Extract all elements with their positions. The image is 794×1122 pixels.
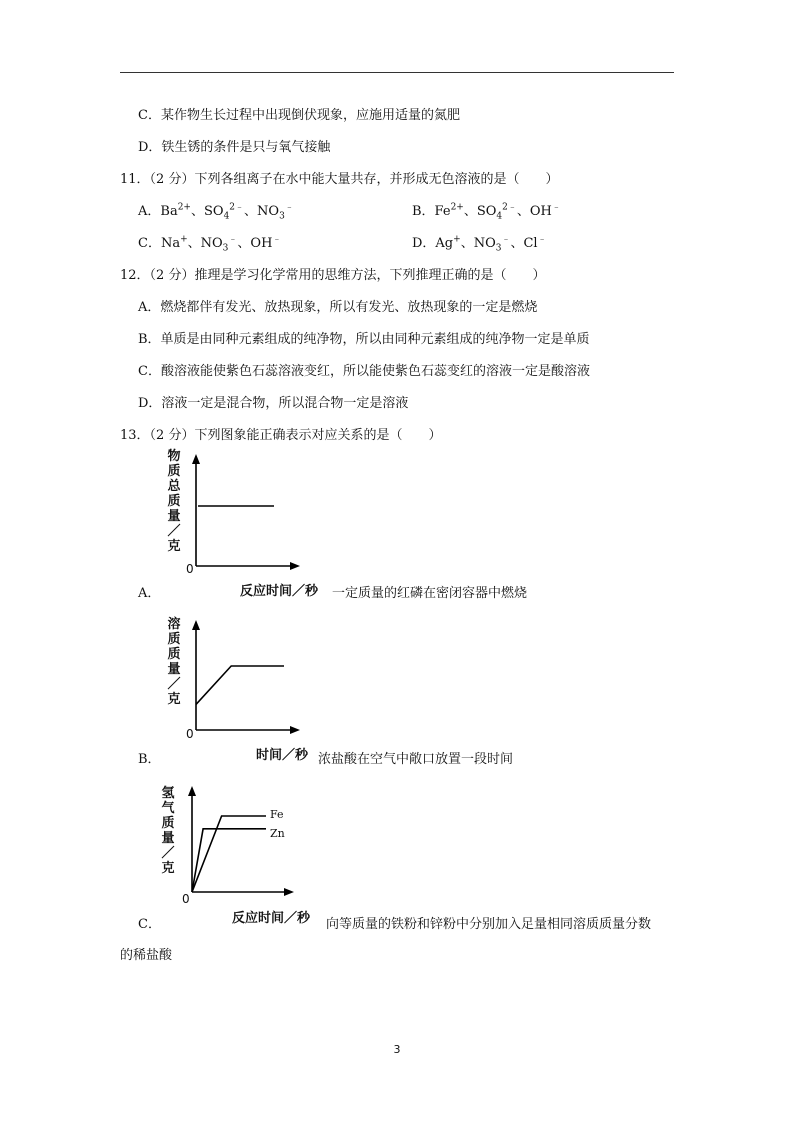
graph-b-caption: 浓盐酸在空气中敞口放置一段时间 — [318, 752, 514, 767]
option-c-prev: C．某作物生长过程中出现倒伏现象，应施用适量的氮肥 — [138, 108, 460, 123]
graph-c-caption: 向等质量的铁粉和锌粉中分别加入足量相同溶质质量分数 — [326, 917, 652, 932]
graph-c-series-zn — [192, 829, 266, 892]
q12-option-d: D．溶液一定是混合物，所以混合物一定是溶液 — [138, 396, 409, 411]
graph-b — [180, 618, 300, 738]
header-rule — [120, 72, 674, 73]
graph-c-xlabel: 反应时间／秒 — [232, 911, 311, 926]
graph-b-x-arrow — [290, 726, 300, 734]
q11-option-a: A．$Ba^{2+}$、$SO_4^{2﹣}$、$NO_3^﹣$ — [138, 202, 294, 222]
graph-c-ylabel: 氢 气 质 量 ／ 克 — [161, 786, 175, 876]
option-d-prev: D．铁生锈的条件是只与氧气接触 — [138, 140, 331, 155]
q11-option-b: B．$Fe^{2+}$、$SO_4^{2﹣}$、OH﹣ — [412, 202, 561, 222]
page-number: 3 — [393, 1043, 401, 1056]
graph-c-letter: C． — [138, 917, 161, 932]
q12-option-b: B．单质是由同种元素组成的纯净物，所以由同种元素组成的纯净物一定是单质 — [138, 332, 590, 347]
graph-a-origin: 0 — [186, 562, 194, 576]
q12-option-a: A．燃烧都伴有发光、放热现象，所以有发光、放热现象的一定是燃烧 — [138, 300, 538, 315]
graph-b-y-arrow — [192, 620, 200, 630]
q12-option-c: C．酸溶液能使紫色石蕊溶液变红，所以能使紫色石蕊变红的溶液一定是酸溶液 — [138, 364, 590, 379]
graph-b-ylabel: 溶 质 质 量 ／ 克 — [167, 617, 181, 707]
graph-a-ylabel: 物 质 总 质 量 ／ 克 — [167, 449, 181, 554]
graph-a-letter: A． — [138, 586, 161, 601]
graph-c-y-arrow — [188, 786, 196, 796]
graph-b-xlabel: 时间／秒 — [256, 748, 309, 763]
q11-option-c: C．Na+、$NO_3^﹣$、OH﹣ — [138, 234, 282, 254]
q11-stem: 11．（2 分）下列各组离子在水中能大量共存，并形成无色溶液的是（ ） — [120, 172, 559, 187]
graph-c — [176, 784, 296, 896]
graph-a-xlabel: 反应时间／秒 — [240, 584, 319, 599]
graph-a — [180, 452, 300, 572]
graph-b-letter: B． — [138, 752, 161, 767]
graph-c-origin: 0 — [182, 892, 190, 906]
graph-a-y-arrow — [192, 454, 200, 464]
graph-c-series-fe — [192, 816, 266, 892]
q11-option-d: D．Ag+、$NO_3^﹣$、Cl﹣ — [412, 234, 547, 254]
graph-a-caption: 一定质量的红磷在密闭容器中燃烧 — [332, 586, 528, 601]
graph-c-legend-zn: Zn — [270, 827, 285, 840]
graph-a-x-arrow — [290, 562, 300, 570]
q13-stem: 13．（2 分）下列图象能正确表示对应关系的是（ ） — [120, 428, 442, 443]
graph-b-series-line — [196, 666, 284, 704]
graph-c-x-arrow — [284, 888, 294, 896]
graph-b-origin: 0 — [186, 727, 194, 741]
graph-c-legend-fe: Fe — [270, 808, 284, 821]
graph-c-caption-cont: 的稀盐酸 — [120, 948, 173, 963]
q12-stem: 12．（2 分）推理是学习化学常用的思维方法，下列推理正确的是（ ） — [120, 268, 546, 283]
